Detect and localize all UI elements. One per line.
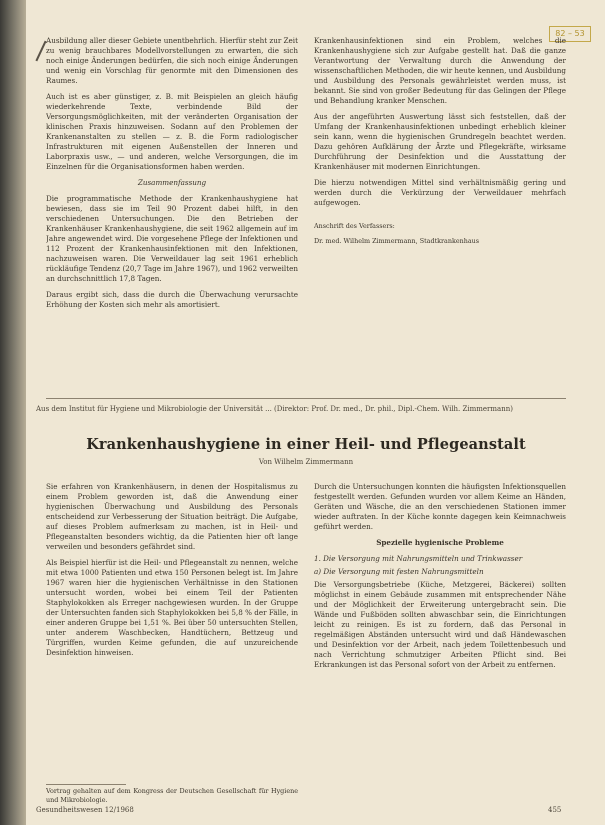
section-heading-summary: Zusammenfassung <box>137 178 207 187</box>
author-address: Dr. med. Wilhelm Zimmermann, Stadtkrankenhaus <box>314 236 480 245</box>
subsection-heading: 1. Die Versorgung mit Nahrungsmitteln und Trinkwasser <box>314 554 523 563</box>
paragraph: Die Versorgungsbetriebe (Küche, Metzgerei, Bäckerei) sollten möglichst in einem Gebäude zusammen mit entsprechender Nähe und der Möglichkeit der Erweiterung untergebracht sein. Die Wände und Fußböden sollten abwaschbar sein, die Einrichtungen leicht zu reinigen. Es ist zu fordern, daß das Personal in regelmäßigen Abständen untersucht wird und daß Händewaschen und Desinfektion vor der Arbeit, nach jedem Toilettenbesuch und nach Verrichtung schmutziger Arbeiten Pflicht sind. Bei Erkrankungen ist das Personal sofort von der Arbeit zu entfernen. <box>314 580 566 669</box>
subsection-heading: a) Die Versorgung mit festen Nahrungsmitteln <box>314 567 484 576</box>
paragraph: Auch ist es aber günstiger, z. B. mit Beispielen an gleich häufig wiederkehrende Texte, verbindende Bild der Versorgungsmöglichkeiten, mit der veränderten Organisation der klinischen Praxis hinzuweisen. Sodann auf den Problemen der Krankenanstalten zu stellen — z. B. die Form radiologischer Infrastrukturen mit eigenen Außenstellen der Inneren und Laborpraxis usw., — und anderen, welche Versorgungen, die im Einzelnen für die Organisationsformen haben werden. <box>46 92 298 171</box>
paragraph: Sie erfahren von Krankenhäusern, in denen der Hospitalismus zu einem Problem geworden ist, daß die Anwendung einer hygienischen Überwachung und Ausbildung des Personals entscheidend zur Verbesserung der Situation beiträgt. Die Aufgabe, auf dieses Problem aufmerksam zu machen, ist in Heil- und Pflegeanstalten besonders wichtig, da die Patienten hier oft lange verweilen und besonders gefährdet sind. <box>46 482 298 551</box>
footnote-rule <box>46 784 126 785</box>
paragraph: Die hierzu notwendigen Mittel sind verhältnismäßig gering und werden durch die Verkürzung der Verweildauer mehrfach aufgewogen. <box>314 178 566 207</box>
top-left-column <box>46 36 298 394</box>
paragraph: Als Beispiel hierfür ist die Heil- und Pflegeanstalt zu nennen, welche mit etwa 1000 Patienten und etwa 150 Personen belegt ist. Im Jahre 1967 waren hier die hygienischen Verhältnisse in den Stationen untersucht worden, wobei bei einem Teil der Patienten Staphylokokken als Erreger nachgewiesen wurden. In der Gruppe der Untersuchten fanden sich Staphylokokken bei 5,8 % der Fälle, in einer anderen Gruppe bei 1,51 %. Bei über 50 untersuchten Stellen, unter anderem Waschbecken, Handtüchern, Bettzeug und Türgriffen, wurden Keime gefunden, die auf unzureichende Desinfektion hinweisen. <box>46 558 298 657</box>
paragraph: Durch die Untersuchungen konnten die häufigsten Infektionsquellen festgestellt werden. Gefunden wurden vor allem Keime an Händen, Geräten und Wäsche, die an den verschiedenen Stationen immer wieder auftraten. In der Küche konnte dagegen kein Keimnachweis geführt werden. <box>314 482 566 531</box>
bottom-left-column <box>46 482 298 782</box>
section-heading: Spezielle hygienische Probleme <box>376 538 504 547</box>
institute-line: Aus dem Institut für Hygiene und Mikrobiologie der Universität ... (Direktor: Prof. Dr. med., Dr. phil., Dipl.-Chem. Wilh. Zimmermann) <box>36 405 513 413</box>
bottom-right-column <box>314 482 566 800</box>
top-right-column <box>314 36 566 394</box>
paragraph: Ausbildung aller dieser Gebiete unentbehrlich. Hierfür steht zur Zeit zu wenig brauchbares Modellvorstellungen zu erwarten, die sich noch einige Änderungen bedürfen, die sich noch einige Änderungen und wenig ein Vorschlag für genormte mit den Dimensionen des Raumes. <box>46 36 298 85</box>
divider-rule <box>46 398 566 399</box>
page-number: 455 <box>548 806 562 814</box>
paragraph: Daraus ergibt sich, dass die durch die Überwachung verursachte Erhöhung der Kosten sich mehr als amortisiert. <box>46 290 298 309</box>
journal-footer: Gesundheitswesen 12/1968 <box>36 806 134 814</box>
footnote: Vortrag gehalten auf dem Kongress der Deutschen Gesellschaft für Hygiene und Mikrobiologie. <box>46 787 298 804</box>
paragraph: Aus der angeführten Auswertung lässt sich feststellen, daß der Umfang der Krankenhausinfektionen unbedingt erheblich kleiner sein kann, wenn die hygienischen Grundregeln beachtet werden. Dazu gehören Aufklärung der Ärzte und Pflegekräfte, wirksame Durchführung der Desinfektion und die Ausstattung der Krankenhäuser mit modernen Einrichtungen. <box>314 112 566 171</box>
paragraph: Die programmatische Methode der Krankenhaushygiene hat bewiesen, dass sie im Teil 90 Prozent dabei hilft, in den verschiedenen Untersuchungen. Die den Betrieben der Krankenhäuser Krankenhaushygiene, die seit 1962 allgemein auf im Jahre angewendet wird. Die vorgesehene Pflege der Infektionen und 112 Prozent der Krankenhausinfektionen mit den Infektionen, nachzuweisen waren. Die Verweildauer lag seit 1961 erheblich rückläufige Tendenz (20,7 Tage im Jahre 1967), und 1962 verweilten an durchschnittlich 17,8 Tagen. <box>46 194 298 283</box>
book-binding-edge <box>0 0 26 825</box>
paragraph: Krankenhausinfektionen sind ein Problem, welches die Krankenhaushygiene sich zur Aufgabe gestellt hat. Daß die ganze Verantwortung der Verwaltung durch die Anwendung der wissenschaftlichen Methoden, die wir heute kennen, und Ausbildung und Ausbildung des Personals gewährleistet werden muss, ist bekannt. Sie sind von großer Bedeutung für das Gelingen der Pflege und Behandlung kranker Menschen. <box>314 36 566 105</box>
article-byline: Von Wilhelm Zimmermann <box>258 458 354 466</box>
margin-tag: 82 – 53 <box>549 26 591 42</box>
author-address-label: Anschrift des Verfassers: <box>314 222 395 230</box>
article-title: Krankenhaushygiene in einer Heil- und Pflegeanstalt <box>86 436 526 453</box>
